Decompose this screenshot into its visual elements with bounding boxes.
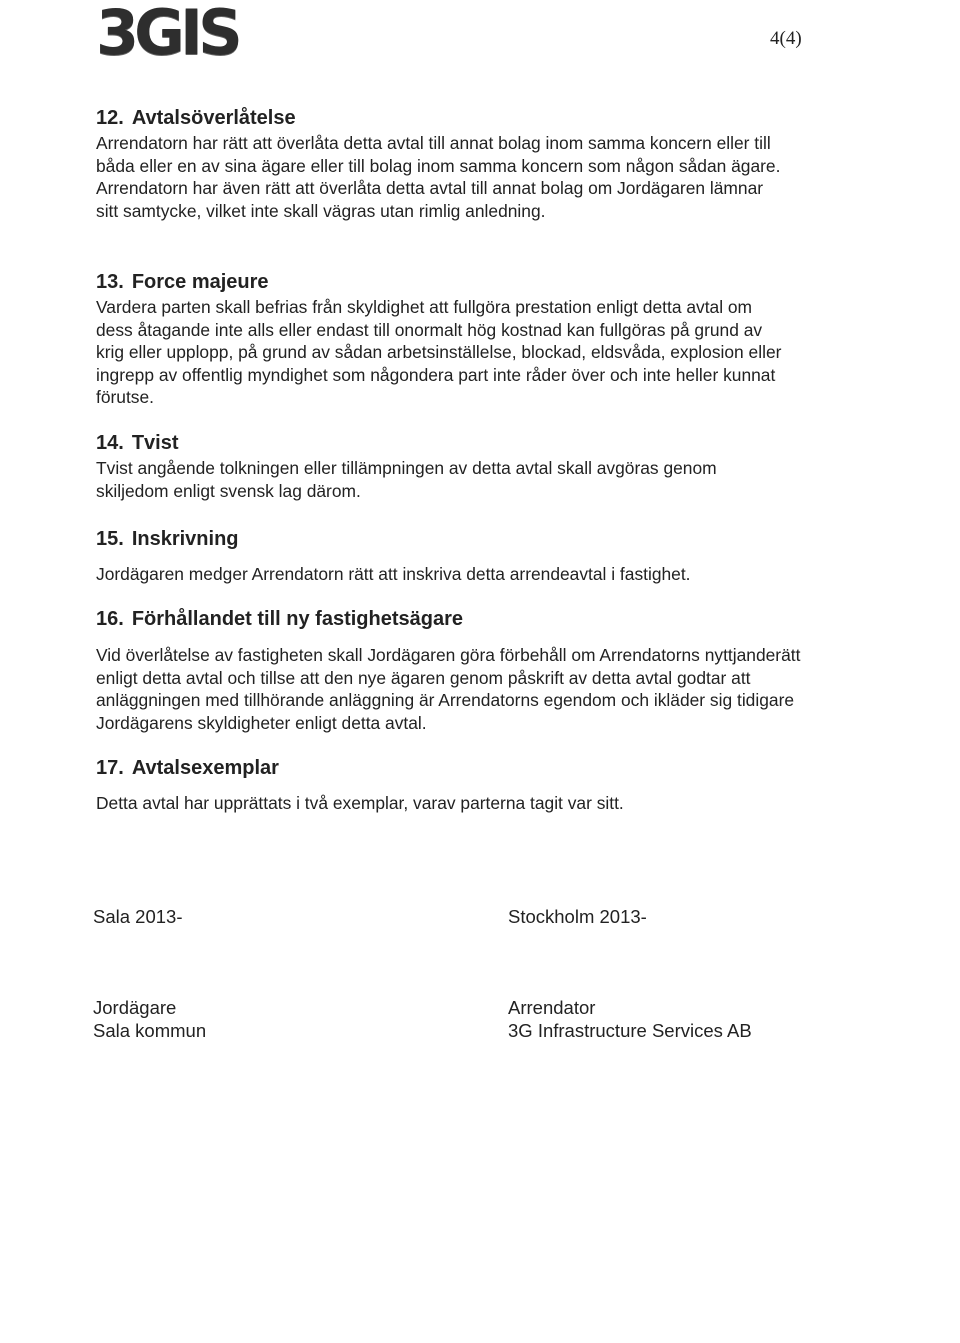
signature-block-right (508, 996, 752, 1042)
section-15 (96, 527, 796, 586)
signature-party-name: Sala kommun (93, 1020, 207, 1041)
section-number: 12. (96, 107, 124, 129)
signature-block-left (93, 996, 206, 1042)
section-title: Avtalsexemplar (131, 757, 279, 779)
section-12 (96, 106, 796, 222)
section-title: Avtalsöverlåtelse (131, 107, 296, 129)
section-13 (96, 270, 796, 409)
section-16 (96, 607, 801, 734)
section-title: Tvist (131, 432, 179, 454)
signature-place-date-left: Sala 2013- (93, 906, 183, 927)
company-logo: 3GIS (96, 0, 238, 69)
signature-role: Jordägare (93, 997, 177, 1018)
section-title: Förhållandet till ny fastighetsägare (131, 608, 463, 630)
section-number: 14. (96, 432, 124, 454)
section-heading (96, 431, 796, 455)
section-number: 17. (96, 757, 124, 779)
section-title: Inskrivning (131, 528, 239, 550)
section-heading (96, 270, 796, 294)
section-number: 15. (96, 528, 124, 550)
section-heading (96, 607, 796, 631)
section-number: 13. (96, 271, 124, 293)
section-body: Vid överlåtelse av fastigheten skall Jordägaren göra förbehåll om Arrendatorns nyttjanderätt enligt detta avtal och tillse att den nye ägaren genom påskrift av detta avtal godtar att anläggningen med tillhörande anläggning är Arrendatorns egendom och ikläder sig tidigare Jordägarens skyldigheter enligt detta avtal. (96, 645, 801, 733)
section-17 (96, 756, 796, 815)
section-14 (96, 431, 796, 502)
page-number: 4(4) (770, 28, 802, 49)
section-heading (96, 756, 796, 780)
section-body: Vardera parten skall befrias från skyldighet att fullgöra prestation enligt detta avtal om dess åtagande inte alls eller endast till onormalt hög kostnad kan fullgöras på grund av krig eller upplopp, på grund av sådan arbetsinställelse, blockad, eldsvåda, explosion eller ingrepp av offentlig myndighet som någondera part inte råder över och inte heller kunnat förutse. (96, 297, 782, 408)
section-body: Jordägaren medger Arrendatorn rätt att inskriva detta arrendeavtal i fastighet. (96, 564, 691, 584)
signature-place-date-right: Stockholm 2013- (508, 906, 647, 927)
section-body: Arrendatorn har rätt att överlåta detta avtal till annat bolag inom samma koncern eller till båda eller en av sina ägare eller till bolag inom samma koncern som någon sådan ägare. Arrendatorn har även rätt att överlåta detta avtal till annat bolag om Jordägaren lämnar sitt samtycke, vilket inte skall vägras utan rimlig anledning. (96, 133, 781, 221)
section-heading (96, 106, 796, 130)
section-number: 16. (96, 608, 124, 630)
signature-role: Arrendator (508, 997, 596, 1018)
section-body: Tvist angående tolkningen eller tillämpningen av detta avtal skall avgöras genom skiljedom enligt svensk lag därom. (96, 458, 717, 501)
section-body: Detta avtal har upprättats i två exemplar, varav parterna tagit var sitt. (96, 793, 624, 813)
section-title: Force majeure (131, 271, 269, 293)
signature-party-name: 3G Infrastructure Services AB (508, 1020, 752, 1041)
section-heading (96, 527, 796, 551)
